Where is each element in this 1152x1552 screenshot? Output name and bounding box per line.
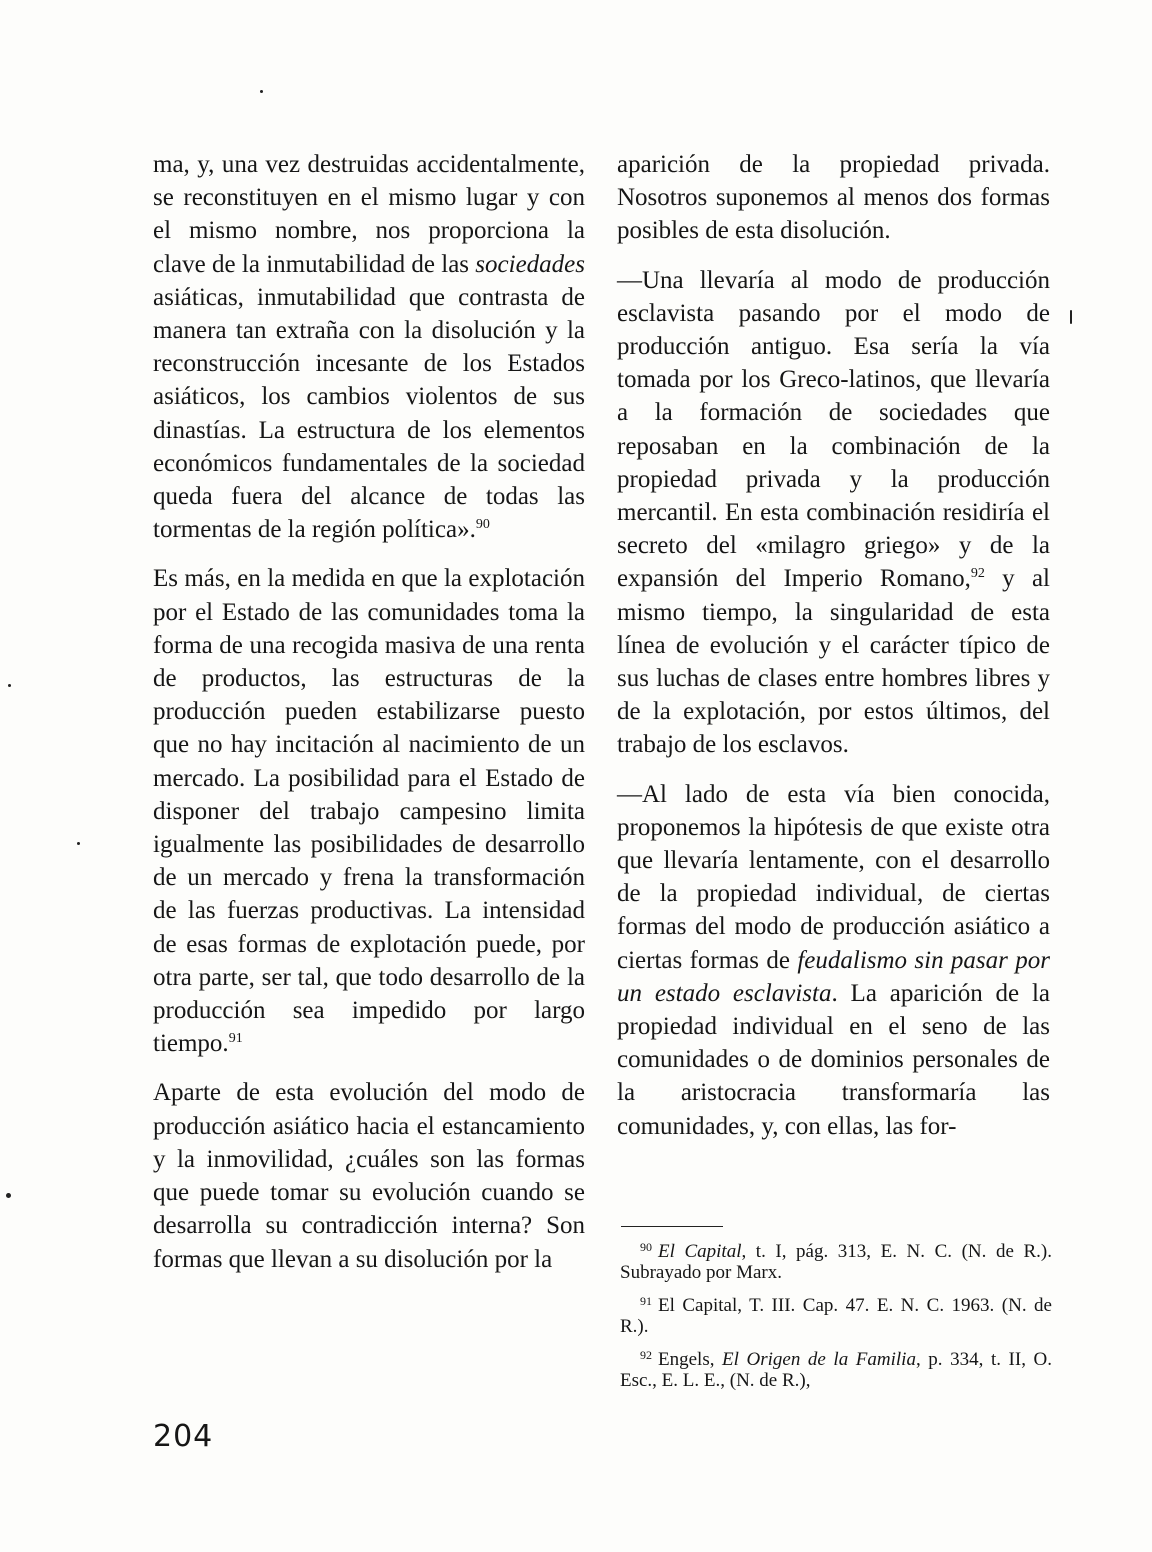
footnote-text: , t. I, pág. 313, E. N. C. (N. de R.). Subrayado por Marx. xyxy=(620,1241,1052,1283)
footnote-title: El Capital xyxy=(658,1241,742,1262)
left-column xyxy=(153,148,585,1276)
emphasis-text: feudalismo sin pasar por un estado esclavista xyxy=(617,946,1050,1007)
paragraph xyxy=(617,264,1050,762)
paragraph-text: —Al lado de esta vía bien conocida, proponemos la hipótesis de que existe otra que llevaría lentamente, con el desarrollo de la propiedad individual, de ciertas formas del modo de producción asiático a ciertas formas de xyxy=(617,780,1050,974)
paragraph-text: —Una llevaría al modo de producción esclavista pasando por el modo de producción antiguo. Esa sería la vía tomada por los Greco-latinos, que llevaría a la formación de sociedades que reposaban en la combinación de la propiedad privada y la producción mercantil. En esta combinación residiría el secreto del «milagro griego» y de la expansión del Imperio Romano, xyxy=(617,266,1050,593)
footnote-number: 92 xyxy=(640,1348,652,1362)
paragraph-text: Aparte de esta evolución del modo de producción asiático hacia el estancamiento y la inmovilidad, ¿cuáles son las formas que puede tomar su evolución cuando se desarrolla su contradicción interna? Son formas que llevan a su disolución por la xyxy=(153,1079,585,1273)
paragraph xyxy=(153,562,585,1060)
paragraph xyxy=(153,148,585,546)
footnote-text: Engels, xyxy=(658,1349,723,1370)
footnote xyxy=(620,1295,1052,1337)
footnote-ref: 91 xyxy=(228,1031,243,1047)
footnote-ref: 92 xyxy=(970,566,985,582)
footnotes xyxy=(620,1241,1052,1403)
footnote-text: El Capital, T. III. Cap. 47. E. N. C. 1963. (N. de R.). xyxy=(620,1295,1052,1337)
footnote-divider xyxy=(621,1226,723,1227)
paragraph-text: aparición de la propiedad privada. Nosotros suponemos al menos dos formas posibles de esta disolución. xyxy=(617,151,1050,245)
scan-speck xyxy=(6,1193,11,1198)
footnote-number: 90 xyxy=(640,1240,652,1254)
scan-speck xyxy=(260,90,263,93)
paragraph xyxy=(617,148,1050,248)
paragraph-text: Es más, en la medida en que la explotación por el Estado de las comunidades toma la forma de una recogida masiva de una renta de productos, las estructuras de la producción pueden estabilizarse puesto que no hay incitación al nacimiento de un mercado. La posibilidad para el Estado de disponer del trabajo campesino limita igualmente las posibilidades de desarrollo de un mercado y frena la transformación de las fuerzas productivas. La intensidad de esas formas de explotación puede, por otra parte, ser tal, que todo desarrollo de la producción sea impedido por largo tiempo. xyxy=(153,565,585,1058)
page-number: 204 xyxy=(153,1419,214,1454)
footnote xyxy=(620,1241,1052,1283)
footnote-number: 91 xyxy=(640,1294,652,1308)
right-column xyxy=(617,148,1050,1143)
paragraph-text: y al mismo tiempo, la singularidad de esta línea de evolución y el carácter típico de sus luchas de clases entre hombres libres y de la explotación, por estos últimos, del trabajo de los esclavos. xyxy=(617,565,1051,759)
footnote xyxy=(620,1349,1052,1391)
paragraph xyxy=(153,1076,585,1275)
footnote-ref: 90 xyxy=(475,517,490,533)
paragraph-text: asiáticas, inmutabilidad que contrasta de manera tan extraña con la disolución y la reconstrucción incesante de los Estados asiáticos, los cambios violentos de sus dinastías. La estructura de los elementos económicos fundamentales de la sociedad queda fuera del alcance de todas las tormentas de la región política». xyxy=(153,283,585,544)
scan-speck xyxy=(77,842,80,845)
paragraph-text: ma, y, una vez destruidas accidentalmente, se reconstituyen en el mismo lugar y con el mismo nombre, nos proporciona la clave de la inmutabilidad de las xyxy=(153,151,585,278)
emphasis-text: sociedades xyxy=(475,250,585,278)
footnote-title: El Origen de la Familia xyxy=(722,1349,916,1370)
scan-speck xyxy=(1070,310,1072,324)
paragraph-text: . La aparición de la propiedad individual en el seno de las comunidades o de dominios personales de la aristocracia transformaría las comunidades, y, con ellas, las for- xyxy=(617,979,1050,1140)
paragraph xyxy=(617,778,1050,1143)
footnote-text: , p. 334, t. II, O. Esc., E. L. E., (N. de R.), xyxy=(620,1349,1052,1391)
scan-speck xyxy=(8,684,11,687)
